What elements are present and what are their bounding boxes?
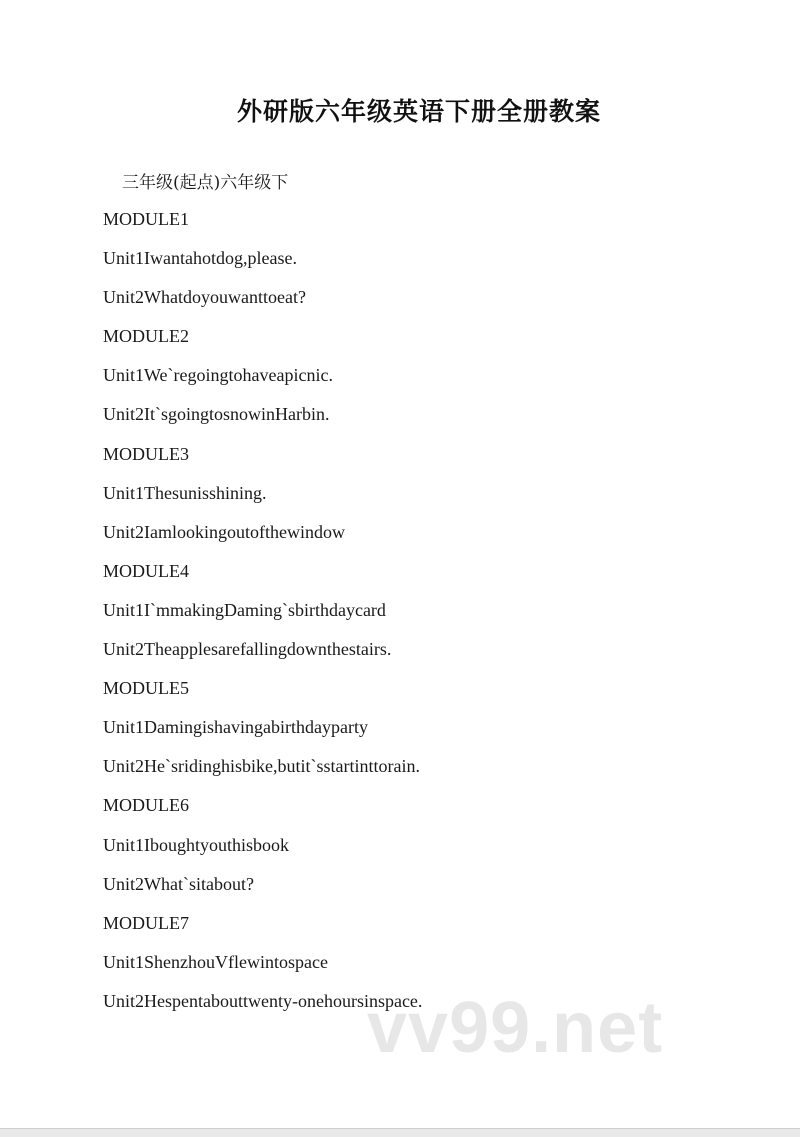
module-heading: MODULE4 bbox=[103, 560, 189, 581]
unit-title: Unit1We`regoingtohaveapicnic. bbox=[103, 365, 333, 386]
module-heading: MODULE3 bbox=[103, 443, 189, 464]
unit-title: Unit2He`sridinghisbike,butit`sstartinttorain. bbox=[103, 756, 420, 777]
page-gap bbox=[0, 1129, 800, 1137]
unit-title: Unit2Hespentabouttwenty-onehoursinspace. bbox=[103, 990, 423, 1011]
unit-title: Unit1Iwantahotdog,please. bbox=[103, 248, 297, 269]
module-heading: MODULE5 bbox=[103, 678, 189, 699]
unit-title: Unit2Iamlookingoutofthewindow bbox=[103, 521, 345, 542]
unit-title: Unit1I`mmakingDaming`sbirthdaycard bbox=[103, 599, 386, 620]
unit-title: Unit2Theapplesarefallingdownthestairs. bbox=[103, 639, 392, 660]
unit-title: Unit2What`sitabout? bbox=[103, 873, 254, 894]
unit-title: Unit1Iboughtyouthisbook bbox=[103, 834, 290, 855]
module-heading: MODULE1 bbox=[103, 209, 189, 229]
module-heading: MODULE2 bbox=[103, 326, 189, 347]
unit-title: Unit1ShenzhouVflewintospace bbox=[103, 951, 328, 972]
unit-title: Unit1Thesunisshining. bbox=[103, 482, 267, 503]
unit-title: Unit2It`sgoingtosnowinHarbin. bbox=[103, 404, 330, 425]
module-heading: MODULE7 bbox=[103, 912, 189, 933]
document-subtitle: 三年级(起点)六年级下 bbox=[122, 173, 289, 193]
unit-title: Unit1Damingishavingabirthdayparty bbox=[103, 717, 368, 738]
watermark: vv99.net bbox=[367, 988, 664, 1068]
module-unit-list bbox=[103, 205, 422, 1026]
unit-title: Unit2Whatdoyouwanttoeat? bbox=[103, 287, 306, 308]
document-title: 外研版六年级英语下册全册教案 bbox=[236, 97, 601, 126]
module-heading: MODULE6 bbox=[103, 795, 189, 816]
